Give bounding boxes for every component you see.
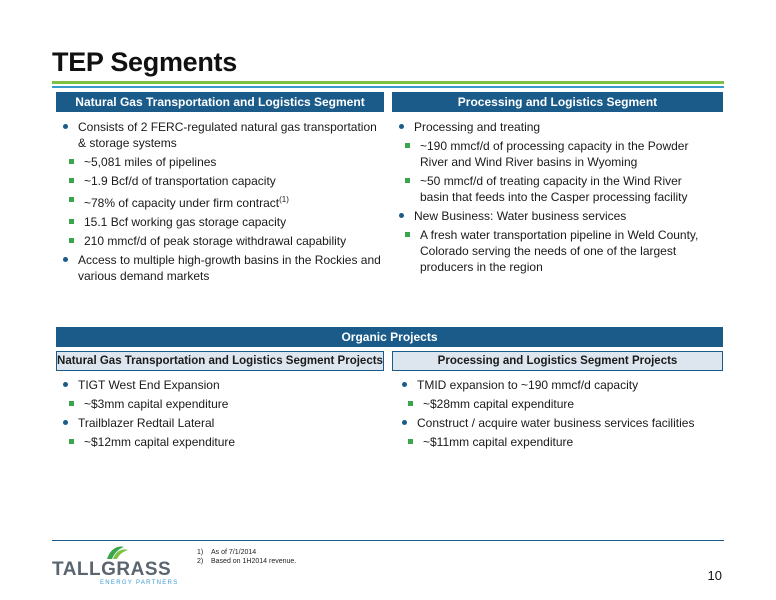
logo-subtitle: ENERGY PARTNERS: [100, 580, 179, 586]
title-rule-green: [52, 81, 724, 84]
square-bullet-icon: [69, 219, 74, 224]
round-bullet-icon: [63, 257, 68, 262]
left-projects-subheader: Natural Gas Transportation and Logistics Segment Projects: [56, 351, 384, 371]
square-bullet-icon: [69, 197, 74, 202]
bullet-text: 210 mmcf/d of peak storage withdrawal capability: [84, 234, 347, 248]
left-segment-bullet-item: [56, 154, 386, 170]
round-bullet-icon: [402, 382, 407, 387]
bullet-text: ~5,081 miles of pipelines: [84, 155, 217, 169]
right-projects-bullets: [395, 377, 715, 453]
bullet-text: ~$11mm capital expenditure: [423, 435, 574, 449]
left-segment-bullet-item: [56, 252, 386, 284]
left-segment-bullet-item: [56, 173, 386, 189]
round-bullet-icon: [63, 420, 68, 425]
bullet-text: Trailblazer Redtail Lateral: [78, 416, 215, 430]
left-projects-bullet-item: [56, 434, 386, 450]
square-bullet-icon: [405, 178, 410, 183]
left-segment-bullets: [56, 119, 386, 287]
left-segment-bullet-item: [56, 214, 386, 230]
right-segment-bullet-item: [392, 138, 712, 170]
right-projects-bullet-item: [395, 396, 715, 412]
square-bullet-icon: [69, 238, 74, 243]
square-bullet-icon: [408, 401, 413, 406]
right-segment-bullet-item: [392, 208, 712, 224]
round-bullet-icon: [63, 124, 68, 129]
footnote-marker: (1): [279, 195, 289, 204]
footnote-text: As of 7/1/2014: [211, 549, 257, 556]
left-segment-header: Natural Gas Transportation and Logistics Segment: [56, 92, 384, 112]
footnote: [197, 548, 296, 557]
bullet-text: ~78% of capacity under firm contract: [84, 196, 280, 210]
bullet-text: Access to multiple high-growth basins in the Rockies and various demand markets: [78, 253, 381, 283]
bullet-text: TIGT West End Expansion: [78, 378, 220, 392]
square-bullet-icon: [408, 439, 413, 444]
bullet-text: TMID expansion to ~190 mmcf/d capacity: [417, 378, 639, 392]
left-projects-bullet-item: [56, 377, 386, 393]
right-projects-bullet-item: [395, 377, 715, 393]
bullet-text: ~50 mmcf/d of treating capacity in the Wind River basin that feeds into the Casper processing facility: [420, 174, 688, 204]
square-bullet-icon: [69, 439, 74, 444]
square-bullet-icon: [405, 143, 410, 148]
title-rule-blue: [52, 86, 724, 88]
left-segment-bullet-item: [56, 233, 386, 249]
bullet-text: A fresh water transportation pipeline in Weld County, Colorado serving the needs of one of the largest producers in the region: [420, 228, 699, 274]
left-projects-bullet-item: [56, 415, 386, 431]
bullet-text: Construct / acquire water business services facilities: [417, 416, 695, 430]
bullet-text: Consists of 2 FERC-regulated natural gas transportation & storage systems: [78, 120, 377, 150]
footnotes: [197, 548, 296, 566]
round-bullet-icon: [399, 124, 404, 129]
round-bullet-icon: [402, 420, 407, 425]
bullet-text: 15.1 Bcf working gas storage capacity: [84, 215, 287, 229]
right-projects-subheader: Processing and Logistics Segment Projects: [392, 351, 723, 371]
square-bullet-icon: [69, 159, 74, 164]
left-projects-bullet-item: [56, 396, 386, 412]
bullet-text: New Business: Water business services: [414, 209, 627, 223]
right-projects-bullet-item: [395, 434, 715, 450]
right-segment-bullet-item: [392, 227, 712, 275]
page-title: TEP Segments: [52, 47, 237, 77]
bullet-text: ~1.9 Bcf/d of transportation capacity: [84, 174, 276, 188]
footnote-number: 2): [197, 558, 204, 565]
square-bullet-icon: [405, 232, 410, 237]
round-bullet-icon: [63, 382, 68, 387]
bullet-text: ~$3mm capital expenditure: [84, 397, 229, 411]
right-segment-bullet-item: [392, 173, 712, 205]
square-bullet-icon: [69, 401, 74, 406]
footnote: [197, 557, 296, 566]
bullet-text: ~$12mm capital expenditure: [84, 435, 236, 449]
organic-projects-header: Organic Projects: [56, 327, 723, 347]
footnote-text: Based on 1H2014 revenue.: [211, 558, 297, 565]
right-segment-bullet-item: [392, 119, 712, 135]
left-projects-bullets: [56, 377, 386, 453]
bullet-text: Processing and treating: [414, 120, 541, 134]
tallgrass-logo: [52, 545, 182, 590]
footnote-number: 1): [197, 549, 204, 556]
left-segment-bullet-item: [56, 192, 386, 211]
right-projects-bullet-item: [395, 415, 715, 431]
round-bullet-icon: [399, 213, 404, 218]
bullet-text: ~$28mm capital expenditure: [423, 397, 575, 411]
square-bullet-icon: [69, 178, 74, 183]
left-segment-bullet-item: [56, 119, 386, 151]
bullet-text: ~190 mmcf/d of processing capacity in the Powder River and Wind River basins in Wyoming: [420, 139, 689, 169]
right-segment-header: Processing and Logistics Segment: [392, 92, 723, 112]
right-segment-bullets: [392, 119, 712, 278]
logo-wordmark: TALLGRASS: [52, 559, 172, 580]
footer-rule: [52, 540, 724, 541]
page-number: 10: [707, 568, 722, 583]
